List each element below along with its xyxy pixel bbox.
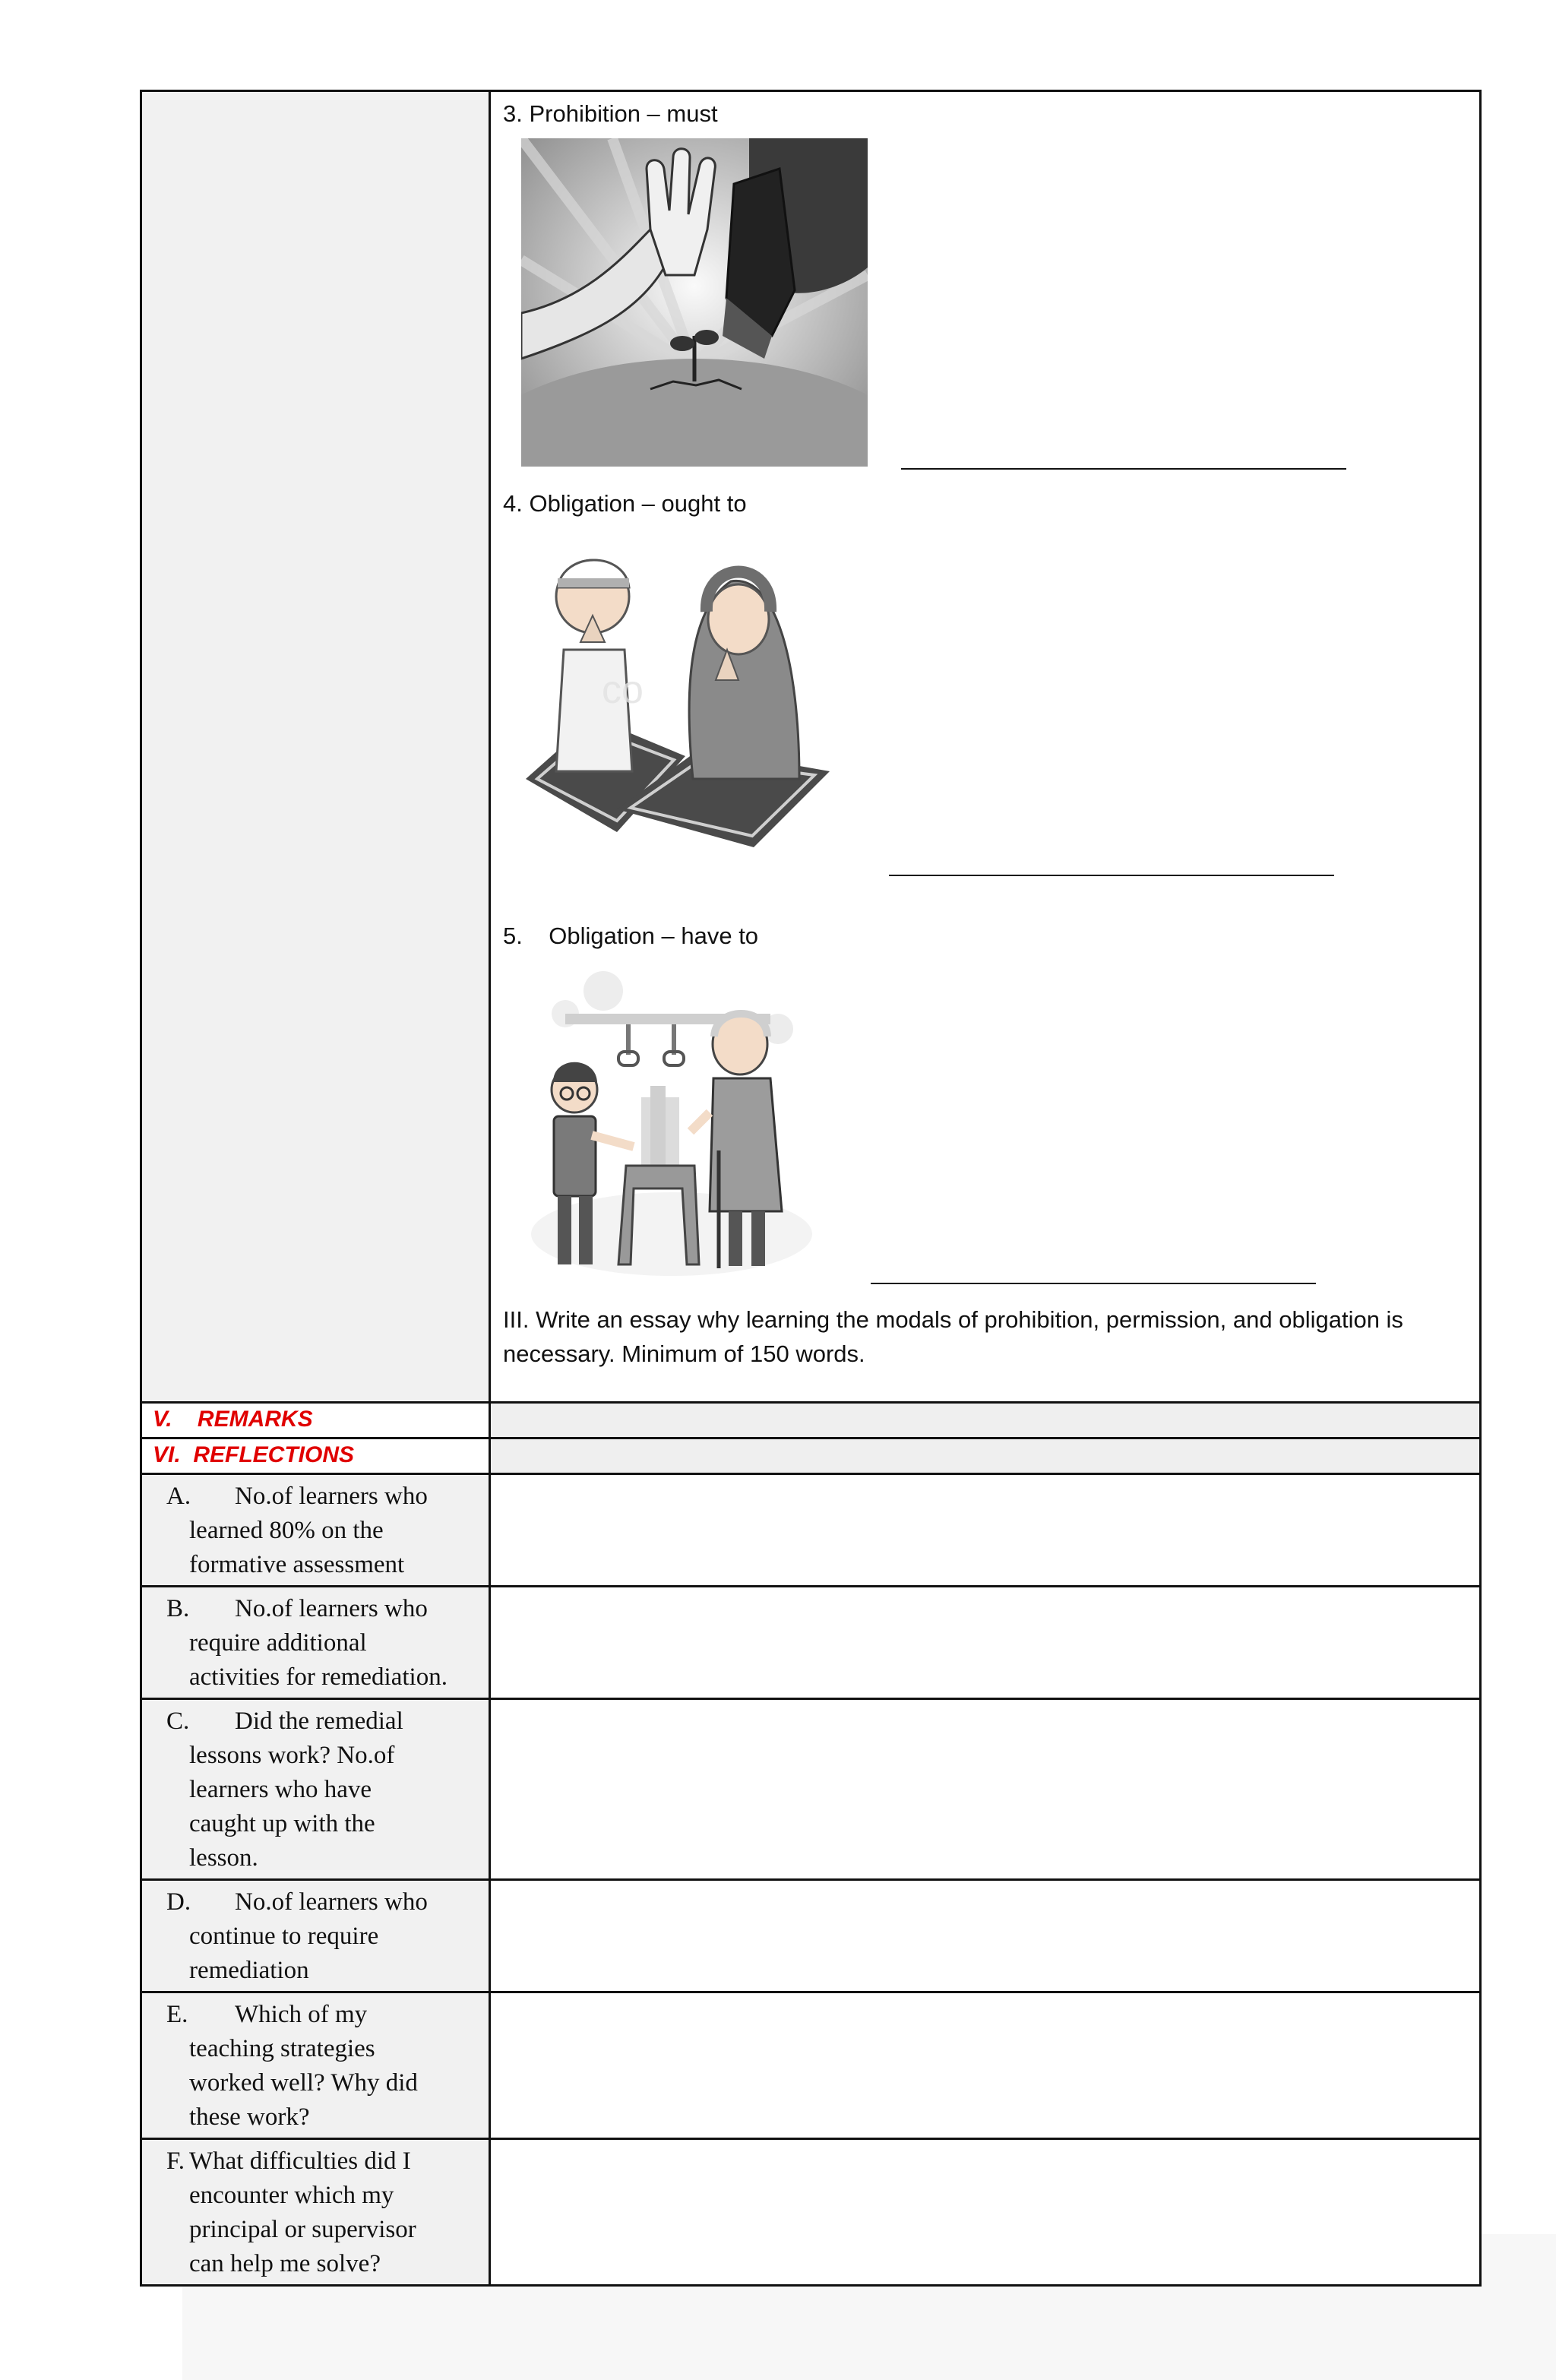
reflection-b-question-cell: [141, 1587, 490, 1699]
reflection-e-answer-cell[interactable]: [490, 1992, 1481, 2139]
reflections-label: VI. REFLECTIONS: [153, 1442, 355, 1467]
reflection-row-e: [141, 1992, 1481, 2139]
item-5-label: 5. Obligation – have to: [503, 923, 759, 949]
reflection-d-line-3: remediation: [189, 1957, 309, 1984]
reflection-a-first-line: No.of learners who: [235, 1483, 428, 1510]
reflection-f-letter: F.: [166, 2147, 185, 2175]
reflection-c-answer-cell[interactable]: [490, 1699, 1481, 1880]
svg-text:co: co: [602, 668, 644, 712]
reflection-row-c: [141, 1699, 1481, 1880]
procedure-right-cell: [490, 91, 1481, 1403]
remarks-row: [141, 1403, 1481, 1438]
reflections-value-cell[interactable]: [490, 1438, 1481, 1474]
reflection-d-first-line: No.of learners who: [235, 1888, 428, 1916]
item-5-picture-row: [503, 953, 1467, 1302]
item-4-label: 4. Obligation – ought to: [503, 490, 747, 517]
reflection-b-answer-cell[interactable]: [490, 1587, 1481, 1699]
prohibition-illustration: [521, 138, 868, 467]
item-4-answer-line: [889, 875, 1334, 876]
reflection-c-line-5: lesson.: [189, 1844, 258, 1872]
reflection-f-line-3: principal or supervisor: [189, 2216, 416, 2243]
reflection-a-letter: A.: [166, 1483, 191, 1510]
reflection-row-f: [141, 2139, 1481, 2286]
reflection-row-a: [141, 1474, 1481, 1587]
reflection-f-first-line: What difficulties did I: [189, 2147, 411, 2175]
offering-seat-illustration: [520, 961, 824, 1280]
reflection-e-line-4: these work?: [189, 2103, 310, 2131]
reflection-b-line-2: require additional: [189, 1629, 367, 1657]
reflection-f-line-2: encounter which my: [189, 2182, 394, 2209]
lesson-log-table: [140, 90, 1482, 2287]
reflection-row-d: [141, 1880, 1481, 1992]
reflection-b-line-3: activities for remediation.: [189, 1663, 448, 1691]
reflection-e-line-3: worked well? Why did: [189, 2069, 418, 2097]
reflection-a-line-3: formative assessment: [189, 1551, 405, 1578]
reflection-d-question-cell: [141, 1880, 490, 1992]
reflection-a-line-2: learned 80% on the: [189, 1517, 384, 1544]
reflection-e-first-line: Which of my: [235, 2001, 368, 2028]
praying-children-illustration: [511, 528, 845, 855]
item-5-answer-line: [871, 1283, 1316, 1284]
reflection-d-letter: D.: [166, 1888, 191, 1916]
remarks-value-cell[interactable]: [490, 1403, 1481, 1438]
reflection-f-answer-cell[interactable]: [490, 2139, 1481, 2286]
reflections-label-cell: [141, 1438, 490, 1474]
reflection-c-first-line: Did the remedial: [235, 1707, 403, 1735]
reflection-b-first-line: No.of learners who: [235, 1595, 428, 1622]
remarks-label: V. REMARKS: [153, 1407, 313, 1432]
reflection-e-letter: E.: [166, 2001, 188, 2028]
item-4-picture-row: [503, 521, 1467, 897]
reflection-a-answer-cell[interactable]: [490, 1474, 1481, 1587]
reflection-d-line-2: continue to require: [189, 1923, 379, 1950]
reflection-a-question-cell: [141, 1474, 490, 1587]
reflections-row: [141, 1438, 1481, 1474]
item-3-picture-row: [503, 131, 1467, 486]
reflection-e-question-cell: [141, 1992, 490, 2139]
reflection-c-question-cell: [141, 1699, 490, 1880]
reflection-c-line-3: learners who have: [189, 1776, 372, 1803]
reflection-b-letter: B.: [166, 1595, 190, 1622]
item-3-answer-line: [901, 468, 1346, 470]
procedure-left-cell: [141, 91, 490, 1403]
reflection-c-line-4: caught up with the: [189, 1810, 375, 1837]
reflection-c-line-2: lessons work? No.of: [189, 1742, 395, 1769]
reflection-f-line-4: can help me solve?: [189, 2250, 381, 2277]
reflection-row-b: [141, 1587, 1481, 1699]
essay-prompt: III. Write an essay why learning the modals of prohibition, permission, and obligation is necessary. Minimum of 150 words.: [503, 1306, 1403, 1367]
reflection-f-question-cell: [141, 2139, 490, 2286]
remarks-label-cell: [141, 1403, 490, 1438]
reflection-e-line-2: teaching strategies: [189, 2035, 375, 2062]
reflection-d-answer-cell[interactable]: [490, 1880, 1481, 1992]
procedure-row: [141, 91, 1481, 1403]
item-3-label: 3. Prohibition – must: [503, 100, 718, 127]
reflection-c-letter: C.: [166, 1707, 190, 1735]
